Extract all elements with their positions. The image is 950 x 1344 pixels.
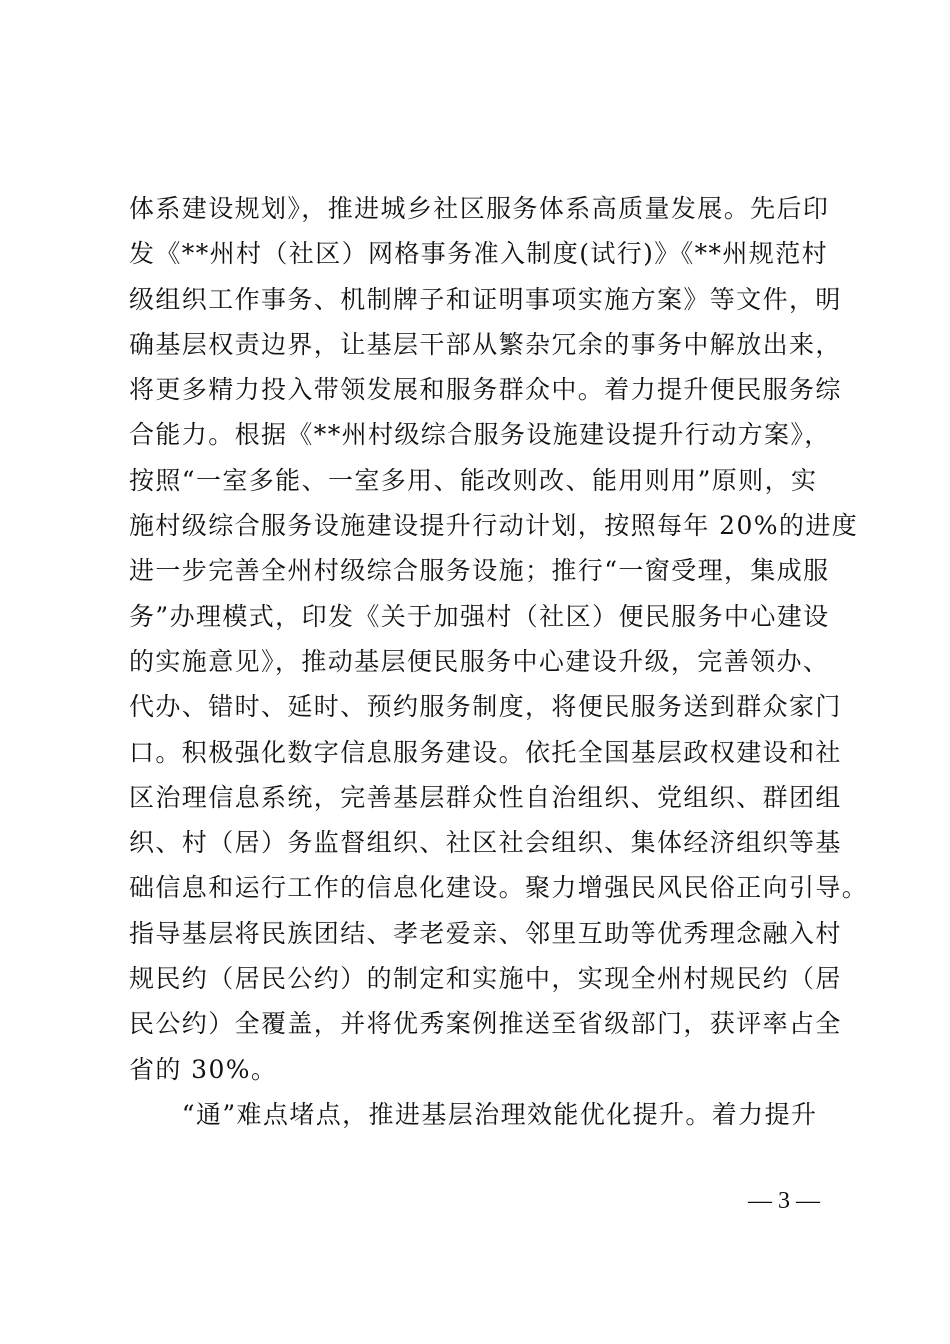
text-line: 省的 30%。 xyxy=(129,1054,278,1084)
body-text xyxy=(129,186,869,1137)
text-line: 口。积极强化数字信息服务建设。依托全国基层政权建设和社 xyxy=(129,737,842,767)
text-line: 发《**州村（社区）网格事务准入制度(试行)》《**州规范村 xyxy=(129,239,829,269)
text-line: 体系建设规划》，推进城乡社区服务体系高质量发展。先后印 xyxy=(129,194,830,223)
text-line: 指导基层将民族团结、孝老爱亲、邻里互助等优秀理念融入村 xyxy=(129,918,842,948)
text-line: 合能力。根据《**州村级综合服务设施建设提升行动方案》， xyxy=(129,420,831,450)
text-line: 确基层权责边界，让基层干部从繁杂冗余的事务中解放出来， xyxy=(129,329,842,359)
text-line: 代办、错时、延时、预约服务制度，将便民服务送到群众家门 xyxy=(129,692,842,722)
text-line: 进一步完善全州村级综合服务设施；推行“一窗受理，集成服 xyxy=(129,556,830,586)
text-line: 织、村（居）务监督组织、社区社会组织、集体经济组织等基 xyxy=(129,828,842,858)
page-number: — 3 — xyxy=(748,1188,820,1214)
text-line: 区治理信息系统，完善基层群众性自治组织、党组织、群团组 xyxy=(129,782,842,812)
text-line: 规民约（居民公约）的制定和实施中，实现全州村规民约（居 xyxy=(129,964,842,994)
text-line: 按照“一室多能、一室多用、能改则改、能用则用”原则，实 xyxy=(129,465,818,495)
text-line: 级组织工作事务、机制牌子和证明事项实施方案》等文件，明 xyxy=(129,284,842,314)
text-line: 础信息和运行工作的信息化建设。聚力增强民风民俗正向引导。 xyxy=(129,873,869,903)
text-line: 的实施意见》，推动基层便民服务中心建设升级，完善领办、 xyxy=(129,646,830,676)
text-line: 将更多精力投入带领发展和服务群众中。着力提升便民服务综 xyxy=(129,375,842,405)
text-line: 民公约）全覆盖，并将优秀案例推送至省级部门，获评率占全 xyxy=(129,1009,842,1039)
text-line: 施村级综合服务设施建设提升行动计划，按照每年 20%的进度 xyxy=(129,511,859,541)
text-line: “通”难点堵点，推进基层治理效能优化提升。着力提升 xyxy=(129,1099,818,1129)
text-line: 务”办理模式，印发《关于加强村（社区）便民服务中心建设 xyxy=(129,601,830,631)
